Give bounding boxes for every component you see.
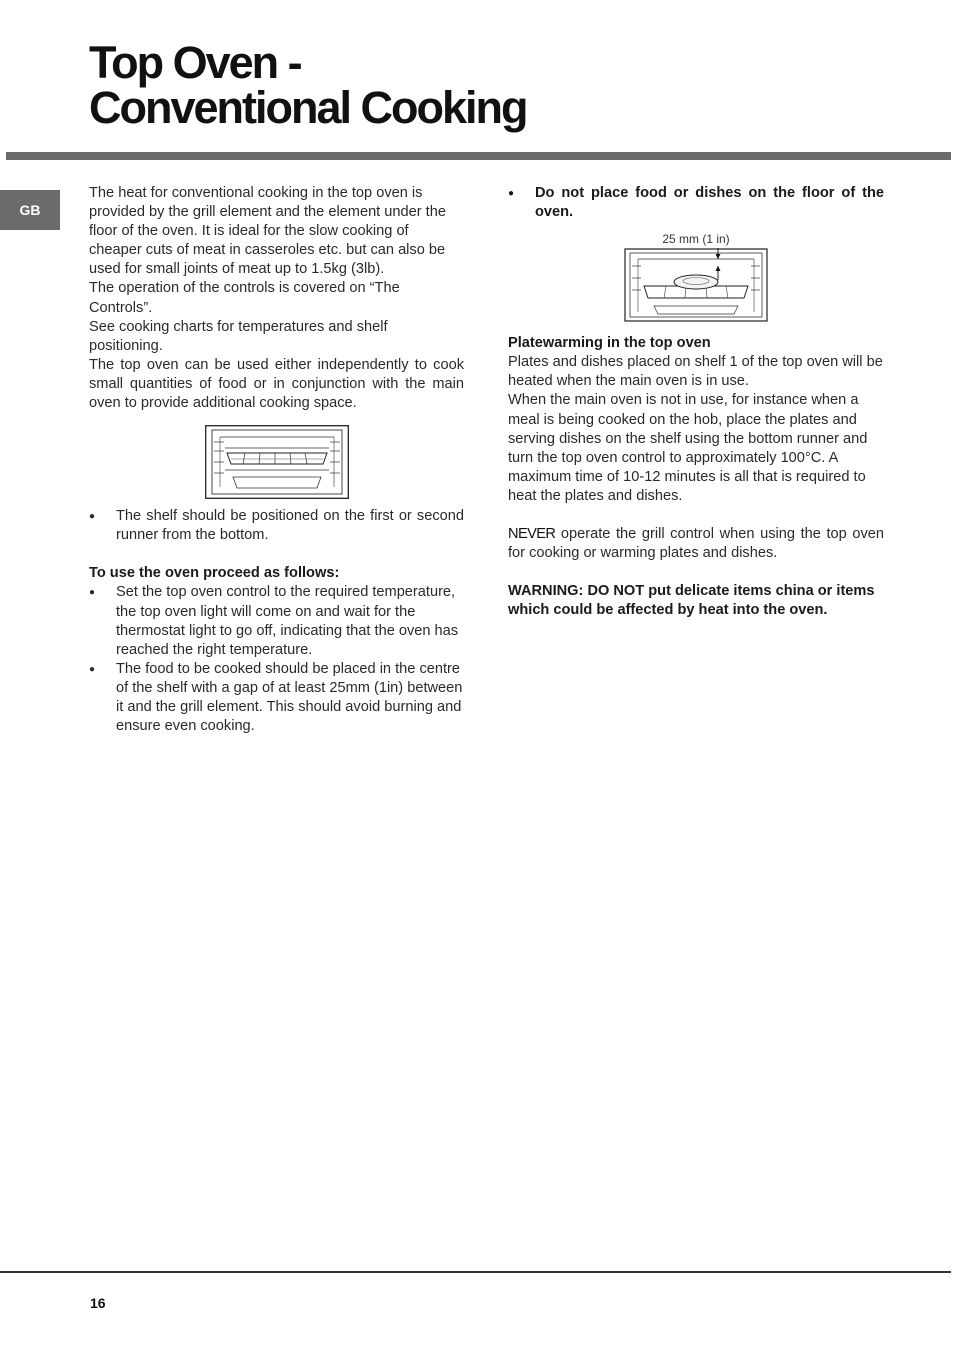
left-column (89, 184, 464, 736)
platewarming-paragraph-1: Plates and dishes placed on shelf 1 of the top oven will be heated when the main oven is in use. (508, 354, 883, 390)
never-text: operate the grill control when using the top oven for cooking or warming plates and dishes. (508, 526, 884, 562)
shelf-bullet-list (89, 507, 464, 545)
page-title-line-2: Conventional Cooking (89, 82, 527, 133)
oven-plate-diagram (624, 248, 768, 324)
floor-warning-list (508, 184, 884, 222)
intro-paragraph-2: The operation of the controls is covered on “The Controls”. (89, 280, 400, 316)
plate-gap-figure (624, 232, 768, 332)
intro-paragraph-1: The heat for conventional cooking in the top oven is provided by the grill element and the element under the floor of the oven. It is ideal for the slow cooking of cheaper cuts of meat in casseroles etc. but can also be used for small joints of meat up to 1.5kg (3lb). (89, 185, 446, 278)
floor-warning-bullet: ● Do not place food or dishes on the floor of the oven. (508, 184, 884, 222)
platewarming-heading: Platewarming in the top oven (508, 335, 711, 352)
intro-paragraph-3: See cooking charts for temperatures and shelf positioning. (89, 318, 388, 354)
never-emphasis: NEVER (508, 526, 556, 543)
procedure-bullet-list (89, 583, 464, 736)
platewarming-paragraph-2: When the main oven is not in use, for instance when a meal is being cooked on the hob, place the plates and serving dishes on the shelf using the bottom runner and turn the top oven control to approximately 100°C. A maximum time of 10-12 minutes is all that is required to heat the plates and dishes. (508, 392, 868, 504)
oven-shelf-diagram (205, 425, 349, 499)
shelf-position-bullet: ● The shelf should be positioned on the first or second runner from the bottom. (89, 507, 464, 545)
page-title (89, 37, 527, 133)
never-paragraph (508, 525, 884, 563)
gap-measure-label: 25 mm (1 in) (662, 232, 730, 247)
delicate-items-warning: WARNING: DO NOT put delicate items china or items which could be affected by heat into the oven. (508, 583, 875, 619)
page-number: 16 (90, 1295, 106, 1311)
footer-divider (0, 1271, 951, 1273)
language-tab: GB (0, 190, 60, 230)
procedure-bullet-1: ● Set the top oven control to the required temperature, the top oven light will come on and wait for the thermostat light to go off, indicating that the oven has reached the right temperature. (89, 583, 464, 659)
procedure-bullet-2: ● The food to be cooked should be placed in the centre of the shelf with a gap of at least 25mm (1in) between it and the grill element. This should avoid burning and ensure even cooking. (89, 660, 464, 736)
right-column (508, 184, 884, 620)
page-title-line-1: Top Oven - (89, 37, 301, 88)
header-divider (6, 152, 951, 160)
procedure-heading: To use the oven proceed as follows: (89, 565, 340, 582)
intro-paragraph-4: The top oven can be used either independently to cook small quantities of food or in conjunction with the main oven to provide additional cooking space. (89, 356, 464, 412)
